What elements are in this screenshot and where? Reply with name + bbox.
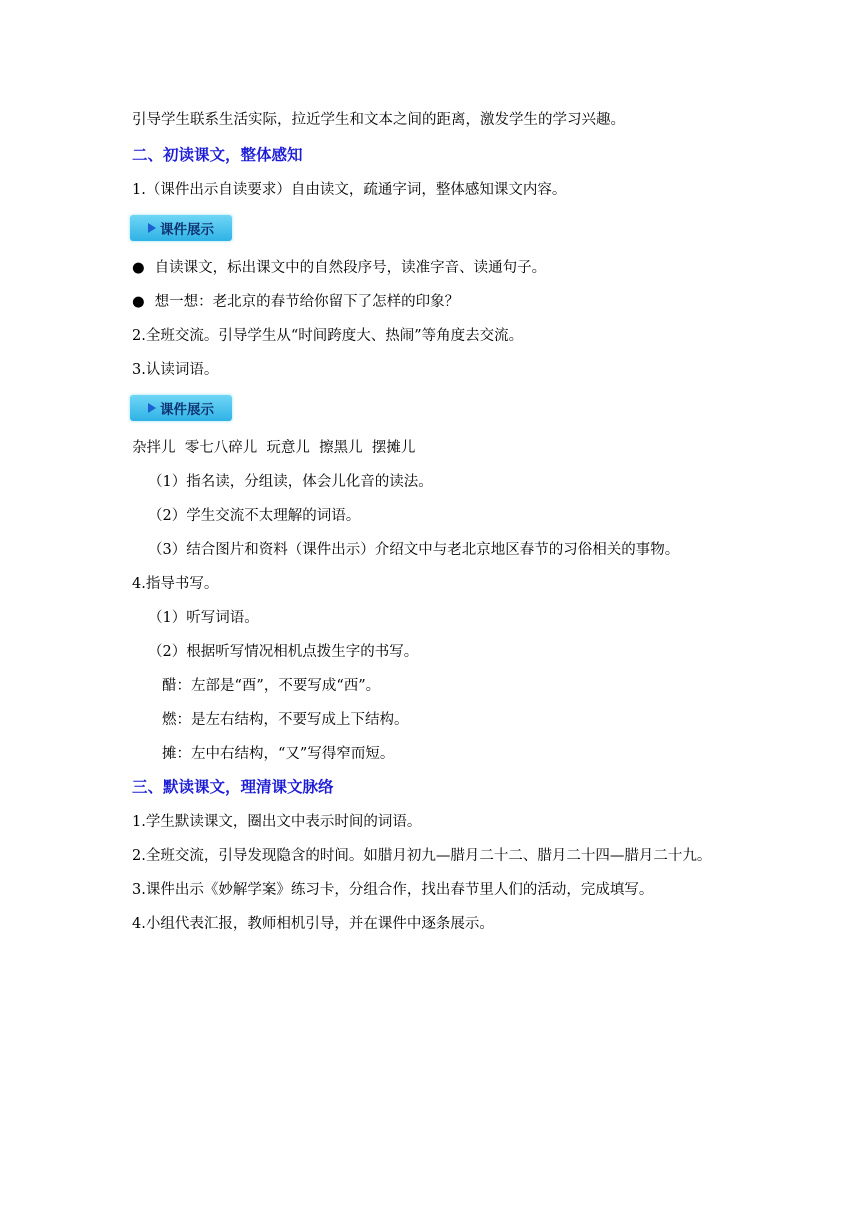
bullet-icon: ● [132, 260, 145, 276]
char-note: 摊：左中右结构，“又”写得窄而短。 [162, 746, 395, 762]
play-triangle-icon [148, 403, 156, 413]
bullet-text: 自读课文，标出课文中的自然段序号，读准字音、读通句子。 [154, 260, 547, 276]
step-2: 2.全班交流。引导学生从“时间跨度大、热闹”等角度去交流。 [132, 328, 524, 344]
step-2: 2.全班交流，引导发现隐含的时间。如腊月初九—腊月二十二、腊月二十四—腊月二十九。 [132, 848, 712, 864]
word-list: 杂拌儿 零七八碎儿 玩意儿 擦黑儿 摆摊儿 [132, 440, 416, 456]
step-4: 4.指导书写。 [132, 576, 219, 592]
step-3: 3.认读词语。 [132, 362, 219, 378]
step-3-sub-2: （2）学生交流不太理解的词语。 [148, 508, 361, 524]
step-1: 1.学生默读课文，圈出文中表示时间的词语。 [132, 814, 422, 830]
step-4-sub-1: （1）听写词语。 [148, 610, 259, 626]
step-4: 4.小组代表汇报，教师相机引导，并在课件中逐条展示。 [132, 916, 494, 932]
courseware-badge [130, 215, 232, 241]
play-triangle-icon [148, 223, 156, 233]
bullet-text: 想一想：老北京的春节给你留下了怎样的印象？ [154, 294, 460, 310]
badge-label: 课件展示 [160, 222, 214, 238]
intro-text: 引导学生联系生活实际，拉近学生和文本之间的距离，激发学生的学习兴趣。 [132, 112, 625, 128]
bullet-item [132, 292, 459, 312]
step-3: 3.课件出示《妙解学案》练习卡，分组合作，找出春节里人们的活动，完成填写。 [132, 882, 654, 898]
step-3-sub-1: （1）指名读，分组读，体会儿化音的读法。 [148, 474, 433, 490]
section-heading-2: 二、初读课文，整体感知 [132, 145, 303, 164]
char-note: 燃：是左右结构，不要写成上下结构。 [162, 712, 409, 728]
step-1: 1.（课件出示自读要求）自由读文，疏通字词，整体感知课文内容。 [132, 182, 567, 198]
section-heading-3: 三、默读课文，理清课文脉络 [132, 777, 334, 796]
bullet-icon: ● [132, 294, 145, 310]
char-note: 醋：左部是“酉”，不要写成“西”。 [162, 678, 381, 694]
bullet-item [132, 258, 546, 278]
step-4-sub-2: （2）根据听写情况相机点拨生字的书写。 [148, 644, 419, 660]
step-3-sub-3: （3）结合图片和资料（课件出示）介绍文中与老北京地区春节的习俗相关的事物。 [148, 542, 680, 558]
badge-label: 课件展示 [160, 402, 214, 418]
courseware-badge [130, 395, 232, 421]
